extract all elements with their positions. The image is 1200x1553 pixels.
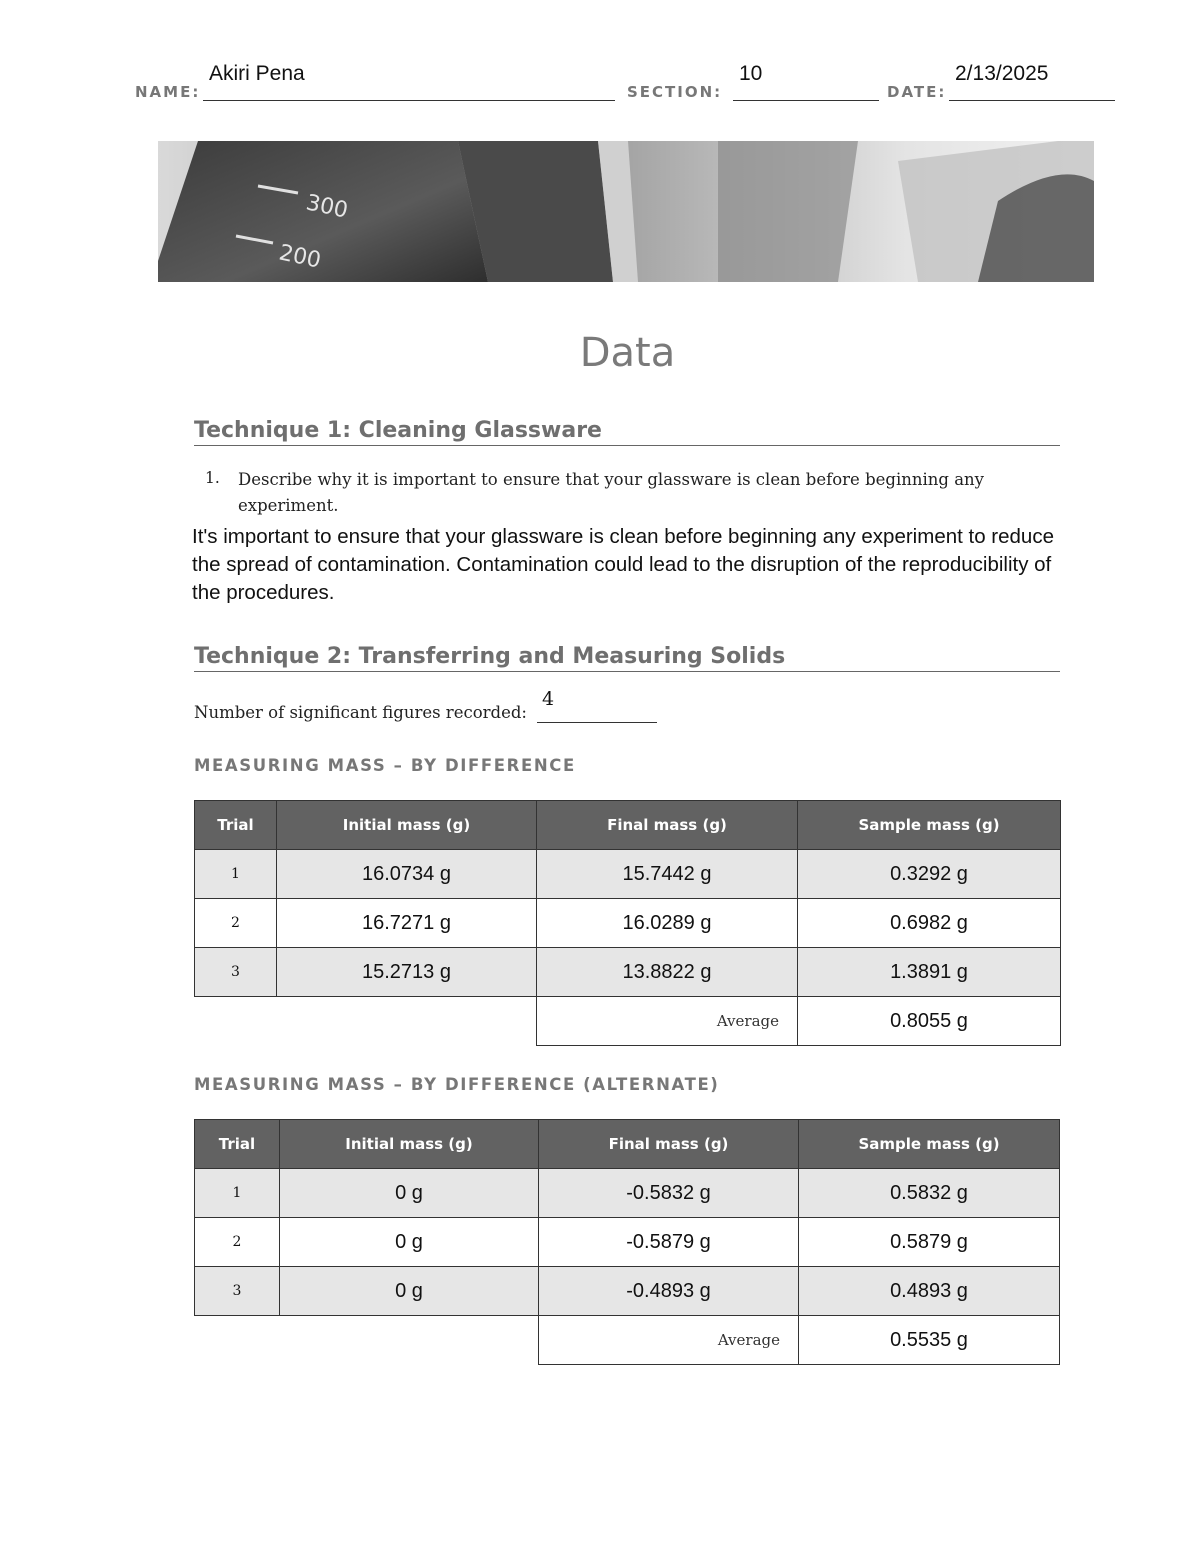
initial-mass-cell[interactable]: 16.7271 g [277, 899, 537, 948]
final-mass-cell[interactable]: -0.5832 g [539, 1169, 799, 1218]
initial-mass-cell[interactable]: 0 g [280, 1218, 539, 1267]
section-line [733, 100, 879, 101]
table-row [195, 1169, 1060, 1218]
name-field[interactable]: Akiri Pena [209, 62, 305, 85]
table1-subheading: MEASURING MASS – BY DIFFERENCE [194, 756, 576, 775]
initial-mass-cell[interactable]: 0 g [280, 1169, 539, 1218]
col-header-sample-mass: Sample mass (g) [799, 1120, 1060, 1169]
question-text: Describe why it is important to ensure that your glassware is clean before beginning any experiment. [238, 470, 984, 515]
average-label: Average [539, 1316, 799, 1365]
col-header-initial-mass: Initial mass (g) [280, 1120, 539, 1169]
sample-mass-cell[interactable]: 0.4893 g [799, 1267, 1060, 1316]
final-mass-cell[interactable]: 13.8822 g [537, 948, 798, 997]
trial-cell: 1 [195, 850, 277, 899]
col-header-final-mass: Final mass (g) [539, 1120, 799, 1169]
average-value-cell[interactable]: 0.8055 g [798, 997, 1061, 1046]
blank-cell [195, 1316, 539, 1365]
beaker-mark-200: 200 [276, 240, 324, 274]
trial-cell: 2 [195, 1218, 280, 1267]
col-header-trial: Trial [195, 1120, 280, 1169]
average-label: Average [537, 997, 798, 1046]
sample-mass-cell[interactable]: 0.3292 g [798, 850, 1061, 899]
trial-cell: 3 [195, 948, 277, 997]
initial-mass-cell[interactable]: 0 g [280, 1267, 539, 1316]
glassware-banner-image [158, 141, 1094, 282]
blank-cell [195, 997, 537, 1046]
sigfig-field[interactable]: 4 [542, 688, 555, 710]
question-number: 1. [205, 469, 220, 487]
trial-cell: 3 [195, 1267, 280, 1316]
section-label: SECTION: [627, 83, 723, 101]
sigfig-line [537, 722, 657, 723]
sample-mass-cell[interactable]: 1.3891 g [798, 948, 1061, 997]
table-row [195, 899, 1061, 948]
trial-cell: 1 [195, 1169, 280, 1218]
section-field[interactable]: 10 [739, 62, 763, 85]
final-mass-cell[interactable]: 16.0289 g [537, 899, 798, 948]
mass-difference-table [194, 800, 1061, 1046]
sigfig-label: Number of significant figures recorded: [194, 703, 527, 722]
average-row [195, 997, 1061, 1046]
table2-subheading: MEASURING MASS – BY DIFFERENCE (ALTERNATE) [194, 1075, 720, 1094]
sample-mass-cell[interactable]: 0.5832 g [799, 1169, 1060, 1218]
technique2-heading: Technique 2: Transferring and Measuring Solids [194, 644, 1060, 672]
trial-cell: 2 [195, 899, 277, 948]
table-row [195, 1267, 1060, 1316]
page-title: Data [579, 330, 676, 376]
average-value-cell[interactable]: 0.5535 g [799, 1316, 1060, 1365]
col-header-initial-mass: Initial mass (g) [277, 801, 537, 850]
sample-mass-cell[interactable]: 0.5879 g [799, 1218, 1060, 1267]
final-mass-cell[interactable]: -0.4893 g [539, 1267, 799, 1316]
initial-mass-cell[interactable]: 16.0734 g [277, 850, 537, 899]
answer-text[interactable]: It's important to ensure that your glassware is clean before beginning any experiment to reduce the spread of contamination. Contamination could lead to the disruption of the reproducibility of the procedures. [192, 525, 1054, 604]
table-row [195, 948, 1061, 997]
initial-mass-cell[interactable]: 15.2713 g [277, 948, 537, 997]
final-mass-cell[interactable]: 15.7442 g [537, 850, 798, 899]
beaker-mark-300: 300 [303, 190, 351, 224]
name-line [203, 100, 615, 101]
col-header-trial: Trial [195, 801, 277, 850]
mass-difference-alternate-table [194, 1119, 1060, 1365]
sample-mass-cell[interactable]: 0.6982 g [798, 899, 1061, 948]
col-header-sample-mass: Sample mass (g) [798, 801, 1061, 850]
final-mass-cell[interactable]: -0.5879 g [539, 1218, 799, 1267]
date-label: DATE: [887, 83, 947, 101]
col-header-final-mass: Final mass (g) [537, 801, 798, 850]
date-field[interactable]: 2/13/2025 [955, 62, 1049, 85]
technique1-heading: Technique 1: Cleaning Glassware [194, 418, 1060, 446]
table-row [195, 850, 1061, 899]
name-label: NAME: [135, 83, 201, 101]
table-row [195, 1218, 1060, 1267]
date-line [949, 100, 1115, 101]
average-row [195, 1316, 1060, 1365]
